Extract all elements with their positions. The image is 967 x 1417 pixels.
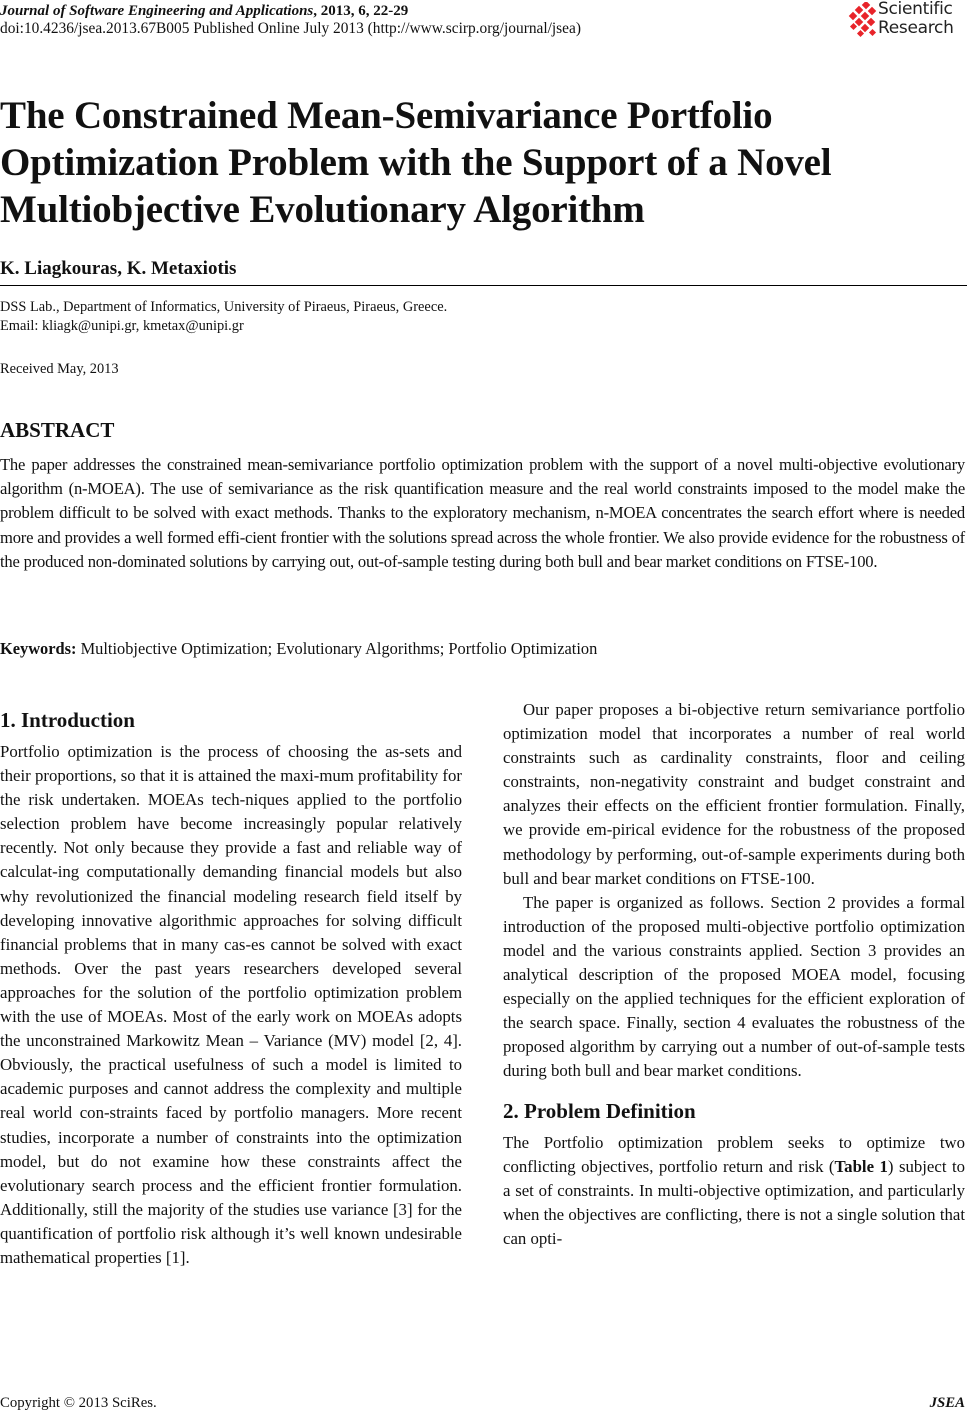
keywords-label: Keywords: [0, 639, 77, 658]
problem-text-before: The Portfolio optimization problem seeks to optimize two conflicting objectives, portfolio return and risk ( [503, 1132, 965, 1176]
footer-copyright: Copyright © 2013 SciRes. [0, 1395, 157, 1411]
affiliation-block [0, 298, 447, 336]
abstract-text: The paper addresses the constrained mean-semivariance portfolio optimization problem with the support of a novel multi-objective evolutionary algorithm (n-MOEA). The use of semivariance as the risk quantification measure and the real world constraints imposed to the model make the problem difficult to be solved with exact methods. Thanks to the exploratory mechanism, n-MOEA concentrates the search effort where is needed more and provides a well formed effi-cient frontier with the solutions spread across the whole frontier. We also provide evidence for the robustness of the produced non-dominated solutions by carrying out, out-of-sample testing during both bull and bear market conditions on FTSE-100. [0, 455, 965, 571]
intro-paragraph-2: Our paper proposes a bi-objective return semivariance portfolio optimization model that incorporates a number of real world constraints such as cardinality constraints, floor and ceiling constraints, non-negativity constraint and budget constraint and analyzes their effects on the efficient frontier formulation. Finally, we provide em-pirical evidence for the robustness of the proposed methodology by performing, out-of-sample experiments during both bull and bear market conditions on FTSE-100. [503, 700, 965, 888]
publisher-logo-text [878, 0, 954, 38]
intro-paragraph-3: The paper is organized as follows. Section 2 provides a formal introduction of the proposed multi-objective portfolio optimization model and the various constraints applied. Section 3 provides an analytical description of the proposed MOEA model, focusing especially on the applied techniques for the efficient exploration of the search space. Finally, section 4 evaluates the robustness of the proposed algorithm by carrying out a number of out-of-sample tests during both bull and bear market conditions. [503, 892, 965, 1081]
publisher-logo [848, 0, 967, 44]
footer-journal-abbr: JSEA [929, 1395, 965, 1411]
affiliation: DSS Lab., Department of Informatics, University of Piraeus, Piraeus, Greece. [0, 299, 448, 315]
email: Email: kliagk@unipi.gr, kmetax@unipi.gr [0, 318, 244, 334]
journal-citation [0, 2, 408, 20]
abstract-heading: ABSTRACT [0, 418, 115, 442]
section-heading-introduction: 1. Introduction [0, 708, 135, 732]
header-divider [0, 285, 967, 286]
logo-line-1: Scientific [878, 0, 953, 19]
doi-line: doi:10.4236/jsea.2013.67B005 Published Online July 2013 (http://www.scirp.org/journal/jsea) [0, 20, 581, 37]
paper-title: The Constrained Mean-Semivariance Portfolio Optimization Problem with the Support of a Novel Multiobjective Evolutionary Algorithm [0, 94, 832, 231]
right-column [503, 698, 965, 1251]
left-column [0, 707, 462, 1270]
journal-name: Journal of Software Engineering and Applications [0, 3, 314, 19]
problem-text-after: ) subject to a set of constraints. In multi-objective optimization, and particularly when the objectives are conflicting, there is not a single solution that can opti- [503, 1156, 966, 1248]
received-date: Received May, 2013 [0, 361, 119, 377]
logo-line-2: Research [878, 18, 954, 38]
intro-paragraph-1: Portfolio optimization is the process of choosing the as-sets and their proportions, so that it is attained the maxi-mum profitability for the risk undertaken. MOEAs tech-niques applied to the portfolio selection problem have become increasingly popular relatively recently. Not only because they provide a fast and reliable way of calculat-ing computationally demanding financial models but also why revolutionized the financial modeling research field itself by developing innovative algorithmic approaches for solving difficult financial problems that in many cas-es cannot be solved with exact methods. Over the past years researchers developed several approaches for the solution of the portfolio optimization problem with the use of MOEAs. Most of the early work on MOEAs adopts the unconstrained Markowitz Mean – Variance (MV) model [2, 4]. Obviously, the practical usefulness of such a model is limited to academic purposes and cannot address the complexity and multiple real world con-straints faced by portfolio managers. More recent studies, incorporate a number of constraints into the optimization model, but do not examine how these constraints affect the evolutionary search process and the efficient frontier formulation. Additionally, still the majority of the studies use variance [3] for the quantification of portfolio risk although it’s well known undesirable mathematical properties [1]. [0, 742, 462, 1267]
authors: K. Liagkouras, K. Metaxiotis [0, 258, 237, 279]
journal-volume-info: , 2013, 6, 22-29 [313, 3, 409, 19]
problem-paragraph [503, 1131, 965, 1251]
keywords-list: Multiobjective Optimization; Evolutionary Algorithms; Portfolio Optimization [76, 639, 598, 658]
section-heading-problem-definition: 2. Problem Definition [503, 1098, 696, 1123]
table-1-reference[interactable]: Table 1 [834, 1156, 888, 1176]
keywords [0, 638, 597, 660]
diamond-cluster-logo-icon [848, 2, 878, 42]
